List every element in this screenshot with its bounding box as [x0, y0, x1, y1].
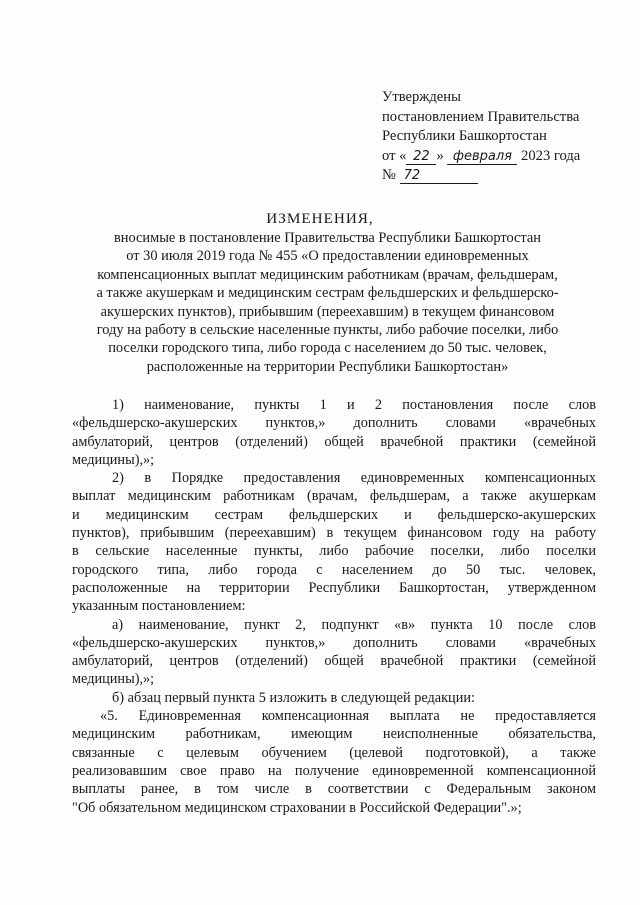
- body-line: в сельские населенные пункты, либо рабочие поселки, либо поселки: [72, 543, 596, 560]
- body-line: пунктов), прибывшим (переехавшим) в текущем финансовом году на работу: [72, 525, 596, 542]
- body-line: 1) наименование, пункты 1 и 2 постановления после слов: [112, 397, 596, 413]
- body-line: б) абзац первый пункта 5 изложить в следующей редакции:: [112, 689, 475, 706]
- body-line: 2) в Порядке предоставления единовременных компенсационных: [112, 470, 596, 487]
- subtitle-line: поселки городского типа, либо города с населением до 50 тыс. человек,: [108, 340, 547, 357]
- approval-number: [382, 166, 622, 186]
- body-line: амбулаторий, центров (отделений) общей врачебной практики (семейной: [72, 653, 596, 670]
- body-line: выплат медицинским работникам (врачам, фельдшерам, а также акушеркам: [72, 488, 596, 505]
- subtitle-line: от 30 июля 2019 года № 455 «О предоставлении единовременных: [126, 248, 529, 265]
- number-prefix: №: [382, 167, 396, 184]
- body-line: реализовавшим свое право на получение единовременной компенсационной: [72, 762, 596, 779]
- body-line: амбулаторий, центров (отделений) общей врачебной практики (семейной: [72, 433, 596, 450]
- body-line: «фельдшерско-акушерских пунктов,» дополнить словами «врачебных: [72, 415, 596, 432]
- date-mid: »: [436, 147, 444, 164]
- subtitle-line: вносимые в постановление Правительства Республики Башкортостан: [114, 230, 541, 246]
- body-line: медицины),»;: [72, 451, 155, 468]
- date-prefix: от «: [382, 147, 407, 164]
- page-title: ИЗМЕНЕНИЯ,: [266, 210, 374, 227]
- body-line: расположенные на территории Республики Башкортостан, утвержденном: [72, 579, 596, 596]
- number-value: 72: [400, 169, 478, 184]
- approval-line-1: Утверждены: [382, 89, 461, 105]
- approval-date: [382, 147, 622, 167]
- date-month: февраля: [447, 150, 517, 165]
- body-line: медицинским работникам, имеющим неисполненные обязательства,: [72, 726, 596, 743]
- subtitle-line: году на работу в сельские населенные пункты, либо рабочие поселки, либо: [96, 322, 559, 339]
- body-line: связанные с целевым обучением (целевой подготовкой), а также: [72, 744, 596, 761]
- approval-line-2: постановлением Правительства: [382, 108, 580, 125]
- body-line: "Об обязательном медицинском страховании в Российской Федерации".»;: [72, 799, 522, 816]
- approval-stamp: [382, 88, 622, 186]
- body-line: выплаты ранее, в том числе в соответствии с Федеральным законом: [72, 781, 596, 798]
- body-line: городского типа, либо города с населением до 50 тыс. человек,: [72, 561, 596, 578]
- subtitle-line: компенсационных выплат медицинским работникам (врачам, фельдшерам,: [97, 266, 558, 283]
- subtitle-block: [60, 229, 595, 376]
- document-body: [72, 396, 596, 817]
- body-line: «5. Единовременная компенсационная выплата не предоставляется: [100, 708, 596, 725]
- body-line: «фельдшерско-акушерских пунктов,» дополнить словами «врачебных: [72, 634, 596, 651]
- subtitle-line: расположенные на территории Республики Башкортостан»: [146, 358, 509, 375]
- approval-line-3: Республики Башкортостан: [382, 128, 547, 145]
- body-line: а) наименование, пункт 2, подпункт «в» пункта 10 после слов: [112, 616, 596, 633]
- date-day: 22: [406, 150, 436, 165]
- date-year: 2023 года: [521, 147, 581, 164]
- subtitle-line: акушерских пунктов), прибывшим (переехавшим) в текущем финансовом: [100, 303, 555, 320]
- body-line: и медицинским сестрам фельдшерских и фельдшерско-акушерских: [72, 506, 596, 523]
- body-line: указанным постановлением:: [72, 598, 246, 615]
- subtitle-line: а также акушеркам и медицинским сестрам фельдшерских и фельдшерско-: [96, 285, 559, 302]
- body-line: медицины),»;: [72, 671, 155, 688]
